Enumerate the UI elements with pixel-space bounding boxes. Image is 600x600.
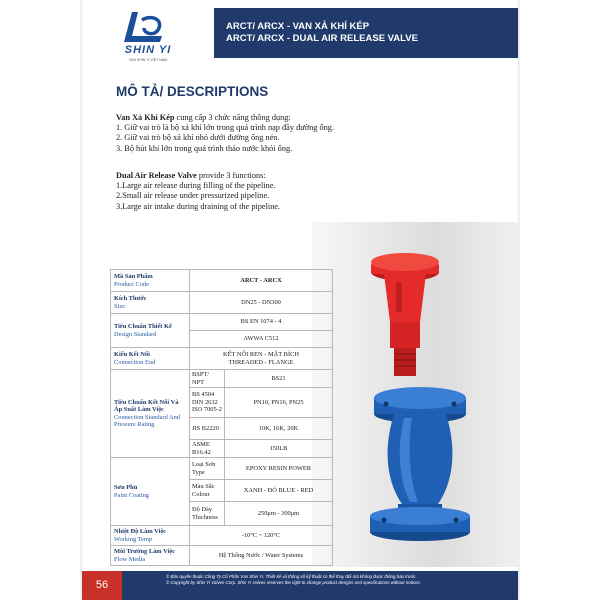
- brand-logo: [82, 0, 214, 72]
- coating-attribute: Màu Sắc Colour: [190, 480, 225, 502]
- dual-air-valve-image: [312, 222, 518, 567]
- row-label-product-code: Mã Sản Phẩm Product Code: [111, 270, 190, 292]
- descriptions-heading: MÔ TẢ/ DESCRIPTIONS: [116, 84, 269, 99]
- description-en-lead-rest: provide 3 functions:: [196, 171, 266, 180]
- description-vi-lead-bold: Van Xả Khí Kép: [116, 113, 175, 122]
- row-label-connection-end: Kiểu Kết Nối Connection End: [111, 348, 190, 370]
- description-en-item: 2.Small air release under pressurized pipeline.: [116, 191, 270, 201]
- flow-media-value: Hệ Thống Nước / Water Systems: [190, 546, 333, 566]
- coating-attribute: Loại Sơn Type: [190, 458, 225, 480]
- description-vi-item: 3. Bộ hút khí lớn trong quá trình tháo nước khỏi ống.: [116, 143, 293, 153]
- description-en: [116, 171, 280, 212]
- description-en-lead: [116, 171, 280, 181]
- coating-attribute: Độ Dày Thichness: [190, 502, 225, 526]
- connection-standard-name: BS 4504 DIN 2632 ISO 7005-2: [190, 388, 225, 418]
- table-row: [111, 292, 333, 314]
- connection-standard-name: BSPT/ NPT: [190, 370, 225, 388]
- description-en-lead-bold: Dual Air Release Valve: [116, 171, 197, 180]
- table-row: [111, 270, 333, 292]
- connection-end-value: KẾT NỐI REN - MẶT BÍCH THREADED - FLANGE: [190, 348, 333, 370]
- row-label-flow-media: Môi Trường Làm Việc Flow Media: [111, 546, 190, 566]
- description-vi-item: 1. Giữ vai trò là bộ xả khí lớn trong quá trình nạp đầy đường ống.: [116, 123, 335, 133]
- specification-table: [110, 269, 333, 566]
- table-row: [111, 458, 333, 480]
- description-en-item: 3.Large air intake during draining of the pipeline.: [116, 201, 281, 211]
- design-standard-value: BS EN 1074 - 4: [190, 314, 333, 331]
- pressure-rating-value: BS21: [225, 370, 333, 388]
- red-valve-icon: [371, 253, 439, 376]
- design-standard-value: AWWA C512: [190, 331, 333, 348]
- table-row: [111, 526, 333, 546]
- description-vi-lead-rest: cung cấp 3 chức năng thông dụng:: [174, 113, 291, 122]
- brand-tagline: VAN SHIN YI VIỆT NAM: [129, 58, 167, 62]
- row-label-size: Kích Thước Size: [111, 292, 190, 314]
- page-title-band: [214, 8, 518, 58]
- table-row: [111, 546, 333, 566]
- description-vi-item: 2. Giữ vai trò bộ xả khí nhỏ dưới đường ống nén.: [116, 133, 280, 143]
- working-temp-value: -10°C ~ 120°C: [190, 526, 333, 546]
- coating-value: XANH - ĐỎ BLUE - RED: [225, 480, 333, 502]
- connection-standard-name: ASME B16.42: [190, 440, 225, 458]
- pressure-rating-value: PN10, PN16, PN25: [225, 388, 333, 418]
- connection-standard-name: JIS B2220: [190, 418, 225, 440]
- coating-value: EPOXY RESIN POWER: [225, 458, 333, 480]
- description-vi: [116, 113, 334, 154]
- copyright-en: © Copyright by Shin Yi Valves Corp. Shin Yi Valves reserves the right to change product designs and specifications without notices.: [166, 580, 421, 586]
- page-number: 56: [82, 571, 122, 600]
- copyright-vi: © Bản quyền thuộc Công Ty Cổ Phần Van Shin Yi. Thiết kế và thông số kỹ thuật có thể thay đổi mà không được thông báo trước.: [166, 574, 417, 579]
- row-label-working-temp: Nhiệt Độ Làm Việc Working Temp: [111, 526, 190, 546]
- row-label-connection-standard: Tiêu Chuẩn Kết Nối Và Áp Suất Làm Việc Connection Standard And Pressure Rating: [111, 370, 190, 458]
- catalog-page: [82, 0, 518, 600]
- row-label-design-standard: Tiêu Chuẩn Thiết Kế Design Standard: [111, 314, 190, 348]
- table-row: [111, 314, 333, 331]
- table-row: [111, 370, 333, 388]
- coating-value: 250μm - 300μm: [225, 502, 333, 526]
- brand-name: SHIN YI: [124, 44, 172, 56]
- product-code-value: ARCT - ARCX: [190, 270, 333, 292]
- shinyi-logo-icon: [122, 10, 166, 44]
- description-vi-lead: [116, 113, 334, 123]
- row-label-paint-coating: Sơn Phủ Paint Coating: [111, 458, 190, 526]
- product-photo: [312, 222, 518, 567]
- pressure-rating-value: 150LB: [225, 440, 333, 458]
- size-value: DN25 - DN300: [190, 292, 333, 314]
- blue-valve-icon: [370, 387, 470, 541]
- pressure-rating-value: 10K, 16K, 20K: [225, 418, 333, 440]
- copyright-notice: [166, 574, 516, 586]
- page-title-vi: ARCT/ ARCX - VAN XẢ KHÍ KÉP: [226, 21, 370, 32]
- page-title-en: ARCT/ ARCX - DUAL AIR RELEASE VALVE: [226, 33, 418, 44]
- table-row: [111, 348, 333, 370]
- description-en-item: 1.Large air release during filling of the pipeline.: [116, 181, 276, 191]
